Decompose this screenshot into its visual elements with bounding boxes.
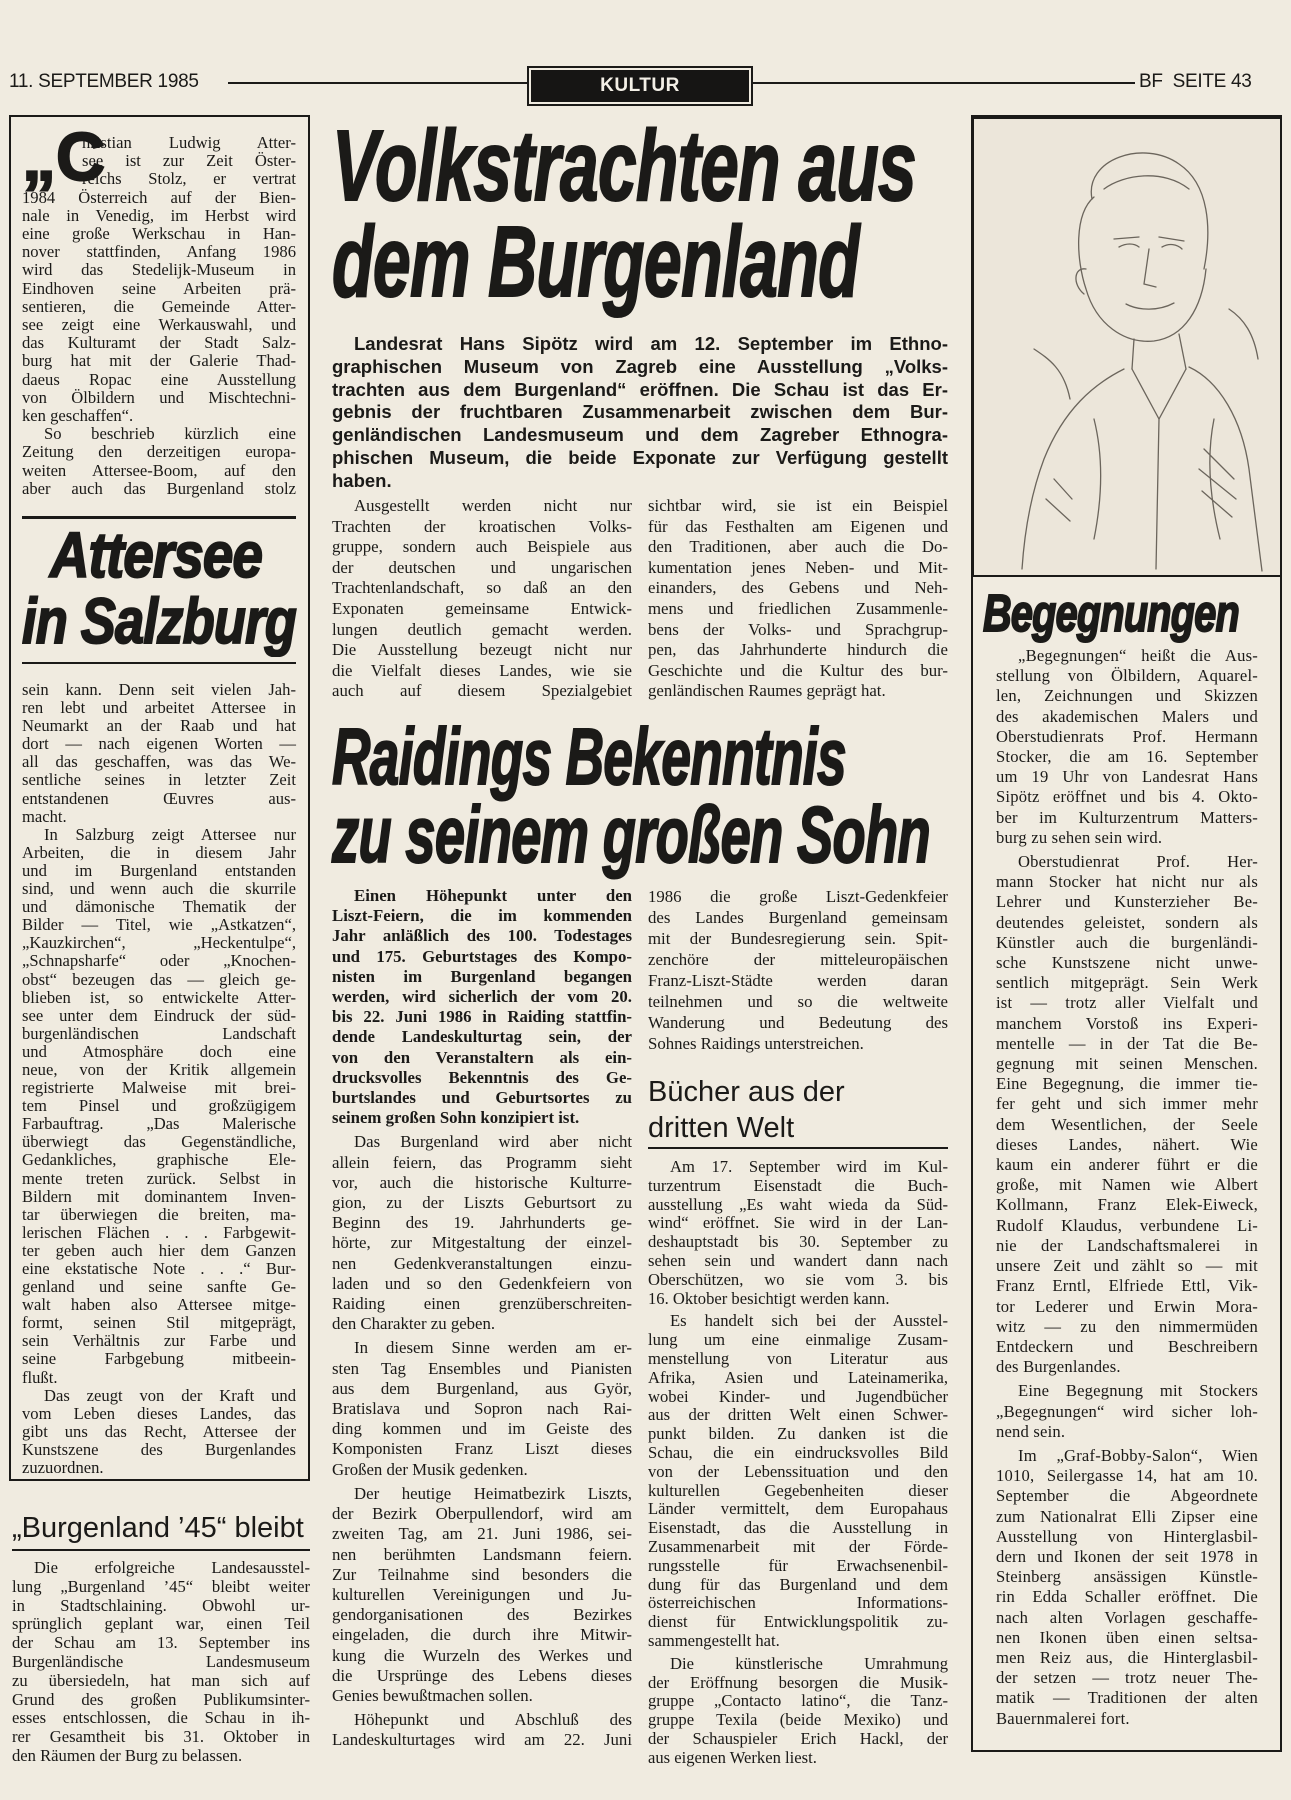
header-rule-left: [228, 82, 527, 84]
text-line: Gedankliches, graphische Ele-: [22, 1150, 296, 1170]
text-line: Eisenstadt, das die Ausstellung in: [648, 1518, 948, 1538]
text-line: Beginn des 19. Jahrhunderts ge-: [332, 1213, 632, 1233]
text-line: von Ölbildern und Mischtechni-: [22, 387, 296, 407]
text-line: Farbauftrag. „Das Malerische: [22, 1114, 296, 1134]
text-line: graphischen Museum von Zagreb eine Ausstellung „Volks-: [332, 355, 948, 377]
text-line: formt, seinen Stil mitgeprägt,: [22, 1313, 296, 1333]
text-line: daeus Ropac eine Ausstellung: [22, 369, 296, 389]
text-line: und Atmosphäre doch eine: [22, 1041, 296, 1061]
text-line: registrierte Malweise mit brei-: [22, 1078, 296, 1098]
buecher-rule: [648, 1147, 948, 1149]
portrait-drawing: [972, 115, 1282, 577]
text-line: lerischen Flächen . . . Farbgewit-: [22, 1222, 296, 1242]
text-line: ding kommen und im Geiste des: [332, 1419, 632, 1439]
text-line: zuzuordnen.: [22, 1458, 104, 1478]
text-line: menstellung von Literatur aus: [648, 1348, 948, 1368]
paragraph: [22, 826, 296, 1387]
attersee-headline-line-2: in Salzburg: [22, 585, 296, 657]
text-line: genländischen Landesmuseum und dem Zagreber Ethnogra-: [332, 424, 948, 446]
text-line: nen berühmten Landsmann feiern.: [332, 1544, 632, 1564]
text-line: dort — nach eigenen Worten —: [22, 734, 296, 754]
paragraph: [332, 333, 948, 493]
text-line: haben.: [332, 469, 392, 491]
text-line: für das Festhalten am Eigenen und: [648, 516, 948, 536]
text-line: Stocker, die am 16. September: [996, 747, 1258, 767]
text-line: mente treten zurück. Selbst in: [22, 1168, 296, 1188]
text-line: aus der dritten Welt einen Schwer-: [648, 1405, 948, 1425]
text-line: witz — zu den nimmermüden: [996, 1316, 1258, 1336]
text-line: trachten aus dem Burgenland“ eröffnen. Die Schau ist das Er-: [332, 378, 948, 400]
text-line: Die künstlerische Umrahmung: [670, 1653, 948, 1673]
text-line: „Schnapsharfe“ oder „Knochen-: [22, 951, 296, 971]
attersee-headline-line-1: Attersee: [50, 519, 262, 591]
paragraph: [12, 1559, 310, 1766]
raiding-column-1: [332, 886, 632, 1751]
text-line: mit der Bundesregierung sein. Spit-: [648, 929, 948, 948]
text-line: Bauernmalerei fort.: [996, 1708, 1130, 1728]
section-label-box: [527, 66, 753, 106]
text-line: aus dem Burgenland, aus Györ,: [332, 1378, 632, 1398]
text-line: nen Gedenkveranstaltungen einzu-: [332, 1253, 632, 1273]
text-line: Im „Graf-Bobby-Salon“, Wien: [1018, 1445, 1258, 1465]
text-line: nale in Venedig, im Herbst wird: [22, 205, 296, 225]
text-line: ausstellung „Es waht wieda da Süd-: [648, 1194, 948, 1214]
text-line: Landeskulturtages wird am 22. Juni: [332, 1730, 632, 1750]
text-line: Ausgestellt werden nicht nur: [354, 496, 632, 515]
text-line: ist — trotz aller Vielfalt und: [996, 993, 1258, 1013]
text-line: lung „Burgenland ’45“ bleibt weiter: [12, 1576, 310, 1596]
buecher-heading: [648, 1074, 845, 1146]
paragraph: [996, 1446, 1258, 1729]
text-line: In Salzburg zeigt Attersee nur: [44, 824, 296, 844]
text-line: die Ursprünge des Lebens dieses: [332, 1665, 632, 1685]
text-line: Rudolf Klaudus, verbundene Li-: [996, 1215, 1258, 1235]
text-line: Zur Teilnahme sind besonders die: [332, 1564, 632, 1584]
burgenland45-heading: „Burgenland ’45“ bleibt: [12, 1512, 304, 1544]
text-line: burtslandes und Geburtsortes zu: [332, 1088, 632, 1108]
text-line: burgenländischen Landschaft: [22, 1023, 296, 1043]
text-line: von der Lebenssituation und den: [648, 1461, 948, 1481]
text-line: stellung von Ölbildern, Aquarel-: [996, 666, 1258, 686]
text-line: rungsstelle für Erwachsenenbil-: [648, 1555, 948, 1575]
text-line: punkt bilden. Zu danken ist die: [648, 1424, 948, 1444]
text-line: sein kann. Denn seit vielen Jah-: [22, 680, 296, 699]
text-line: überwiegt das Gegenständliche,: [22, 1132, 296, 1152]
paragraph: [648, 1655, 948, 1768]
text-line: Eine Begegnung, die immer tie-: [996, 1074, 1258, 1094]
text-line: laden und so den Gedenkfeiern von: [332, 1273, 632, 1293]
text-line: aber auch das Burgenland stolz: [22, 478, 296, 498]
text-line: Künstler auch die burgenländi-: [996, 932, 1258, 952]
text-line: Grund des großen Publikumsinter-: [12, 1689, 310, 1709]
text-line: dende Landeskulturtag sein, der: [332, 1027, 632, 1047]
text-line: Oberstudienrat Prof. Her-: [1018, 852, 1258, 872]
text-line: 1984 Österreich auf der Bien-: [22, 187, 296, 207]
text-line: seine Farbgebung mitbeein-: [22, 1349, 296, 1369]
text-line: Komponisten Franz Liszt dieses: [332, 1439, 632, 1459]
text-line: österreichischen Informations-: [648, 1593, 948, 1613]
text-line: blieben ist, so entwickelte Atter-: [22, 987, 296, 1007]
text-line: Ausstellung von Hinterglasbil-: [996, 1526, 1258, 1546]
paragraph: [996, 852, 1258, 1377]
text-line: Trachten der kroatischen Volks-: [332, 516, 632, 536]
text-line: turzentrum Eisenstadt die Buch-: [648, 1175, 948, 1195]
begegnungen-headline: Begegnungen: [983, 585, 1239, 643]
text-line: gebnis der fruchtbaren Zusammenarbeit zwischen dem Bur-: [332, 401, 948, 423]
paragraph: [332, 886, 632, 1128]
text-line: men Reiz aus, die Hinterglasbil-: [996, 1647, 1258, 1667]
text-line: burg zu sehen sein wird.: [996, 827, 1163, 847]
text-line: genländischen Raumes geprägt hat.: [648, 681, 886, 701]
text-line: Exponaten gemeinsame Entwick-: [332, 598, 632, 618]
text-line: walt haben also Attersee mitge-: [22, 1295, 296, 1315]
text-line: deutendes geleistet, sondern als: [996, 912, 1258, 932]
paragraph: [648, 496, 948, 702]
text-line: die Vielfalt dieses Landes, wie sie: [332, 660, 632, 680]
text-line: Die erfolgreiche Landesausstel-: [34, 1558, 310, 1577]
text-line: genland und seine sanfte Ge-: [22, 1277, 296, 1297]
text-line: zenchöre der mitteleuropäischen: [648, 950, 948, 969]
text-line: lungen deutlich gemacht werden.: [332, 619, 632, 639]
text-line: see ist zur Zeit Öster-: [82, 151, 296, 171]
text-line: nend sein.: [996, 1421, 1066, 1441]
text-line: So beschrieb kürzlich eine: [44, 424, 296, 444]
buecher-heading-line-2: dritten Welt: [648, 1112, 795, 1144]
text-line: vom Leben dieses Landes, das: [22, 1403, 296, 1423]
text-line: kulturellen Gegebenheiten dieser: [648, 1480, 948, 1500]
text-line: ken geschaffen“.: [22, 406, 134, 426]
text-line: eingeladen, die durch ihre Mitwir-: [332, 1625, 632, 1645]
text-line: kaum ein anderer führt er die: [996, 1155, 1258, 1175]
volkstrachten-column-2: [648, 496, 948, 702]
text-line: Sipötz eröffnet und bis 4. Okto-: [996, 787, 1258, 807]
text-line: und im Burgenland entstanden: [22, 860, 296, 880]
text-line: Schau, die ein eindrucksvolles Bild: [648, 1442, 948, 1462]
text-line: Das zeugt von der Kraft und: [44, 1385, 296, 1405]
portrait-sketch-icon: [974, 119, 1280, 575]
text-line: gruppe Texila (beide Mexiko) und: [648, 1710, 948, 1730]
page-number: BF SEITE 43: [1139, 71, 1252, 92]
text-line: len, Zeichnungen und Skizzen: [996, 686, 1258, 706]
text-line: ber im Kulturzentrum Matters-: [996, 807, 1258, 827]
text-line: sprünglich geplant war, einen Teil: [12, 1614, 310, 1634]
text-line: wobei Kinder- und Jugendbücher: [648, 1386, 948, 1406]
text-line: pen, das Jahrhunderte hindurch die: [648, 640, 948, 660]
text-line: Oberschützen, wo sie vom 3. bis: [648, 1269, 948, 1289]
text-line: gruppe, sondern auch Beispiele aus: [332, 537, 632, 557]
text-line: Höhepunkt und Abschluß des: [354, 1710, 632, 1730]
text-line: dieses Landes, nähert. Wie: [996, 1134, 1258, 1154]
text-line: Zeitung den derzeitigen europa-: [22, 442, 296, 462]
text-line: des akademischen Malers und: [996, 706, 1258, 726]
text-line: Bratislava und Sopron nach Rai-: [332, 1399, 632, 1419]
text-line: weiten Attersee-Boom, auf den: [22, 460, 296, 480]
text-line: Kunstszene des Burgenlandes: [22, 1439, 296, 1459]
text-line: all das geschaffen, was das We-: [22, 752, 296, 772]
text-line: gibt uns das Recht, Attersee der: [22, 1421, 296, 1441]
text-line: 1010, Seilergasse 14, hat am 10.: [996, 1466, 1258, 1486]
text-line: Trachtenlandschaft, so daß an den: [332, 578, 632, 598]
text-line: und 175. Geburtstages des Kompo-: [332, 946, 632, 966]
text-line: den Räumen der Burg zu belassen.: [12, 1745, 243, 1765]
text-line: nisten im Burgenland begangen: [332, 966, 632, 986]
text-line: mens und friedlichen Zusammenle-: [648, 598, 948, 618]
text-line: nie der Landschaftsmalerei in: [996, 1235, 1258, 1255]
text-line: sind, und wenn auch die skurrile: [22, 879, 296, 899]
text-line: sammengestellt hat.: [648, 1630, 780, 1650]
text-line: nover stattfinden, Anfang 1986: [22, 242, 296, 262]
text-line: Am 17. September wird im Kul-: [670, 1157, 948, 1176]
text-line: 1986 die große Liszt-Gedenkfeier: [648, 887, 948, 906]
text-line: der Bezirk Oberpullendorf, wird am: [332, 1504, 632, 1524]
text-line: Wanderung und Bedeutung des: [648, 1013, 948, 1032]
text-line: Landesrat Hans Sipötz wird am 12. September im Ethno-: [354, 333, 948, 354]
text-line: Das Burgenland wird aber nicht: [354, 1132, 632, 1152]
text-line: Sohnes Raidings unterstreichen.: [648, 1034, 864, 1053]
text-line: Neumarkt an der Raab und hat: [22, 716, 296, 736]
text-line: Der heutige Heimatbezirk Liszts,: [354, 1483, 632, 1503]
text-line: unsere Zeit und zählt so — mit: [996, 1256, 1258, 1276]
text-line: dern und Ikonen der seit 1978 in: [996, 1546, 1258, 1566]
text-line: bis 22. Juni 1986 in Raiding stattfin-: [332, 1007, 632, 1027]
begegnungen-body: [996, 646, 1258, 1729]
text-line: Lehrer und Kunsterzieher Be-: [996, 892, 1258, 912]
paragraph: [22, 425, 296, 498]
paragraph: [22, 134, 296, 425]
text-line: nen Ikonen üben einen seltsa-: [996, 1627, 1258, 1647]
text-line: Burgenländische Landesmuseum: [12, 1651, 310, 1671]
text-line: wird das Stedelijk-Museum in: [22, 260, 296, 280]
text-line: Eine Begegnung mit Stockers: [1018, 1381, 1258, 1401]
text-line: tor Lederer und Erwin Mora-: [996, 1296, 1258, 1316]
text-line: sehen sein und wandert dann nach: [648, 1250, 948, 1270]
text-line: eine große Werkschau in Han-: [22, 224, 296, 244]
text-line: der Schau am 13. September ins: [12, 1633, 310, 1653]
text-line: lung um eine einmalige Zusam-: [648, 1330, 948, 1350]
text-line: macht.: [22, 806, 67, 826]
text-line: aus eigenen Werken liest.: [648, 1747, 817, 1767]
raiding-headline-line-1: Raidings Bekenntnis: [332, 712, 846, 801]
text-line: tar überwiegen die breiten, ma-: [22, 1204, 296, 1224]
text-line: „Begegnungen“ wird sicher loh-: [996, 1401, 1258, 1421]
text-line: entstandenen Œuvres aus-: [22, 788, 296, 808]
attersee-intro: [22, 134, 296, 498]
text-line: nach alten Vorlagen geschaffe-: [996, 1607, 1258, 1627]
text-line: dienst für Entwicklungspolitik zu-: [648, 1612, 948, 1632]
text-line: den Traditionen, aber auch die Do-: [648, 537, 948, 557]
text-line: sein Verhältnis zur Farbe und: [22, 1331, 296, 1351]
text-line: allein feiern, das Programm sieht: [332, 1152, 632, 1172]
text-line: gruppe „Contacto latino“, die Tanz-: [648, 1691, 948, 1711]
text-line: einanders, des Gebens und Neh-: [648, 578, 948, 598]
text-line: das Kulturamt der Stadt Salz-: [22, 333, 296, 353]
issue-date: 11. SEPTEMBER 1985: [9, 71, 199, 92]
text-line: von den Veranstaltern als ein-: [332, 1047, 632, 1067]
paragraph: [332, 1132, 632, 1334]
text-line: matik — Traditionen der alten: [996, 1688, 1258, 1708]
text-line: manchem Vorstoß ins Experi-: [996, 1013, 1258, 1033]
text-line: sten Tag Ensembles und Pianisten: [332, 1358, 632, 1378]
text-line: flußt.: [22, 1367, 58, 1387]
text-line: rer Gesamtheit bis 31. Oktober in: [12, 1727, 310, 1747]
text-line: Steinberg ansässigen Künstle-: [996, 1567, 1258, 1587]
text-line: September die Abgeordnete: [996, 1486, 1258, 1506]
text-line: Großen der Musik gedenken.: [332, 1459, 528, 1479]
text-line: hörte, zur Mitgestaltung der einzel-: [332, 1233, 632, 1253]
text-line: 16. Oktober besichtigt werden kann.: [648, 1288, 890, 1308]
text-line: teilnehmen und so die weltweite: [648, 992, 948, 1011]
text-line: Länder vermittelt, dem Europahaus: [648, 1499, 948, 1519]
text-line: see zeigt eine Werkauswahl, und: [22, 315, 296, 335]
text-line: der Eröffnung besorgen die Musik-: [648, 1672, 948, 1692]
text-line: der setzen — trotz neuer The-: [996, 1668, 1258, 1688]
text-line: Arbeiten, die in diesem Jahr: [22, 842, 296, 862]
paragraph: [332, 1710, 632, 1750]
text-line: Raiding einen grenzüberschreiten-: [332, 1294, 632, 1314]
paragraph: [648, 1312, 948, 1650]
text-line: Entdeckern und Beschreibern: [996, 1336, 1258, 1356]
text-line: Es handelt sich bei der Ausstel-: [670, 1311, 948, 1331]
volkstrachten-lead: [332, 333, 948, 493]
text-line: eine ekstatische Note . . .“ Bur-: [22, 1259, 296, 1278]
text-line: mann Stocker hat nicht nur als: [996, 872, 1258, 892]
attersee-body: [22, 681, 296, 1477]
text-line: esses entschlossen, die Schau in ih-: [12, 1708, 310, 1728]
paragraph: [332, 1338, 632, 1479]
text-line: sentieren, die Gemeinde Atter-: [22, 296, 296, 316]
section-label: KULTUR: [531, 70, 749, 102]
text-line: Geschichte und die Kultur des bur-: [648, 660, 948, 680]
text-line: neue, von der Kritik allgemein: [22, 1059, 296, 1079]
text-line: Franz Erntl, Elfriede Ettl, Vik-: [996, 1276, 1258, 1296]
text-line: deshauptstadt bis 30. September zu: [648, 1232, 948, 1252]
text-line: zum Nationalrat Elli Zipser eine: [996, 1506, 1258, 1526]
text-line: dem Wesentlichen, der Seele: [996, 1114, 1258, 1134]
text-line: Kollmann, Franz Elek-Eiweck,: [996, 1195, 1258, 1215]
text-line: gion, zu der Liszts Geburtsort zu: [332, 1193, 632, 1213]
drop-cap: „C: [22, 119, 106, 195]
text-line: Oberstudienrats Prof. Hermann: [996, 726, 1258, 746]
text-line: zu übersiedeln, hat man sich auf: [12, 1670, 310, 1690]
paragraph: [648, 1158, 948, 1308]
text-line: bens der Volks- und Sprachgrup-: [648, 619, 948, 639]
text-line: kulturellen Vereinigungen und Ju-: [332, 1584, 632, 1604]
paragraph: [996, 1381, 1258, 1442]
text-line: Franz-Liszt-Städte werden daran: [648, 971, 948, 990]
text-line: tem Pinsel und großzügigem: [22, 1096, 296, 1116]
text-line: ren lebt und arbeitet Attersee in: [22, 698, 296, 718]
text-line: Bildern mit dominantem Inven-: [22, 1186, 296, 1206]
text-line: gegnung mit seinen Menschen.: [996, 1054, 1258, 1074]
text-line: phischen Museum, die beide Exponate zur Verfügung gestellt: [332, 446, 948, 468]
text-line: Jahr anläßlich des 100. Todestages: [332, 926, 632, 946]
text-line: gendorganisationen des Bezirkes: [332, 1605, 632, 1625]
text-line: In diesem Sinne werden am er-: [354, 1338, 632, 1358]
paragraph: [648, 886, 948, 1054]
raiding-column-2: [648, 886, 948, 1054]
header-rule-right: [751, 82, 1135, 84]
headline-rule-bottom: [22, 662, 296, 664]
text-line: drucksvolles Bekenntnis des Ge-: [332, 1067, 632, 1087]
text-line: burg hat mit der Galerie Thad-: [22, 351, 296, 371]
text-line: zweiten Tag, am 21. Juni 1986, sei-: [332, 1524, 632, 1544]
text-line: fer geht und sich immer mehr: [996, 1094, 1258, 1114]
text-line: in Stadtschlaining. Obwohl ur-: [12, 1595, 310, 1615]
text-line: mentelle — in der Tat die Be-: [996, 1033, 1258, 1053]
paragraph: [996, 646, 1258, 848]
text-line: sichtbar wird, sie ist ein Beispiel: [648, 496, 948, 515]
text-line: Eindhoven seine Arbeiten prä-: [22, 278, 296, 298]
text-line: große, mit Namen wie Albert: [996, 1175, 1258, 1195]
buecher-body: [648, 1158, 948, 1768]
text-line: kumentation jenes Neben- und Mit-: [648, 557, 948, 577]
text-line: Die Ausstellung bezeugt nicht nur: [332, 640, 632, 660]
text-line: und dämonische Thematik der: [22, 897, 296, 917]
volkstrachten-column-1: [332, 496, 632, 702]
text-line: Einen Höhepunkt unter den: [354, 886, 632, 905]
text-line: dung für das Burgenland und dem: [648, 1574, 948, 1594]
paragraph: [332, 1484, 632, 1706]
text-line: den Charakter zu geben.: [332, 1314, 496, 1334]
text-line: Liszt-Feiern, die im kommenden: [332, 906, 632, 926]
text-line: reichs Stolz, er vertrat: [82, 169, 296, 189]
volkstrachten-headline-line-1: Volkstrachten aus: [332, 110, 916, 222]
text-line: Zusammenarbeit mit der Förde-: [648, 1536, 948, 1556]
text-line: Genies bewußtmachen sollen.: [332, 1685, 533, 1705]
paragraph: [22, 1387, 296, 1477]
text-line: vor, auch die historische Kulturre-: [332, 1172, 632, 1192]
text-line: Afrika, Asien und Lateinamerika,: [648, 1367, 948, 1387]
text-line: rin Edda Schaller eröffnet. Die: [996, 1587, 1258, 1607]
text-line: kung die Wurzeln des Werkes und: [332, 1645, 632, 1665]
text-line: „Kauzkirchen“, „Heckentulpe“,: [22, 933, 296, 953]
text-line: Bilder — Titel, wie „Astkatzen“,: [22, 915, 296, 935]
text-line: des Burgenlandes.: [996, 1357, 1121, 1377]
volkstrachten-headline-line-2: dem Burgenland: [332, 206, 859, 318]
burgenland45-rule: [12, 1549, 310, 1551]
text-line: ter geben auch hier dem Ganzen: [22, 1240, 296, 1260]
text-line: obst“ bezeugen das — gleich ge-: [22, 969, 296, 989]
buecher-heading-line-1: Bücher aus der: [648, 1076, 845, 1108]
text-line: sche Kunstszene nicht unwe-: [996, 953, 1258, 973]
text-line: sentliche seines in letzter Zeit: [22, 770, 296, 790]
burgenland45-body: [12, 1559, 310, 1766]
text-line: hristian Ludwig Atter-: [82, 133, 296, 152]
paragraph: [332, 496, 632, 702]
text-line: der deutschen und ungarischen: [332, 557, 632, 577]
text-line: wind“ eröffnet. Sie wird in der Lan-: [648, 1213, 948, 1233]
raiding-headline-line-2: zu seinem großen Sohn: [332, 790, 930, 879]
text-line: um 19 Uhr von Landesrat Hans: [996, 767, 1258, 787]
text-line: der Schauspieler Erich Hackl, der: [648, 1728, 948, 1748]
text-line: see unter dem Eindruck der süd-: [22, 1005, 296, 1025]
text-line: „Begegnungen“ heißt die Aus-: [1018, 646, 1258, 665]
text-line: des Landes Burgenland gemeinsam: [648, 908, 948, 927]
text-line: sentlich mitgeprägt. Sein Werk: [996, 973, 1258, 993]
paragraph: [22, 681, 296, 826]
text-line: werden, wird sicherlich der vom 20.: [332, 987, 632, 1007]
text-line: auch auf diesem Spezialgebiet: [332, 681, 632, 701]
text-line: seinem großen Sohn konzipiert ist.: [332, 1108, 580, 1128]
